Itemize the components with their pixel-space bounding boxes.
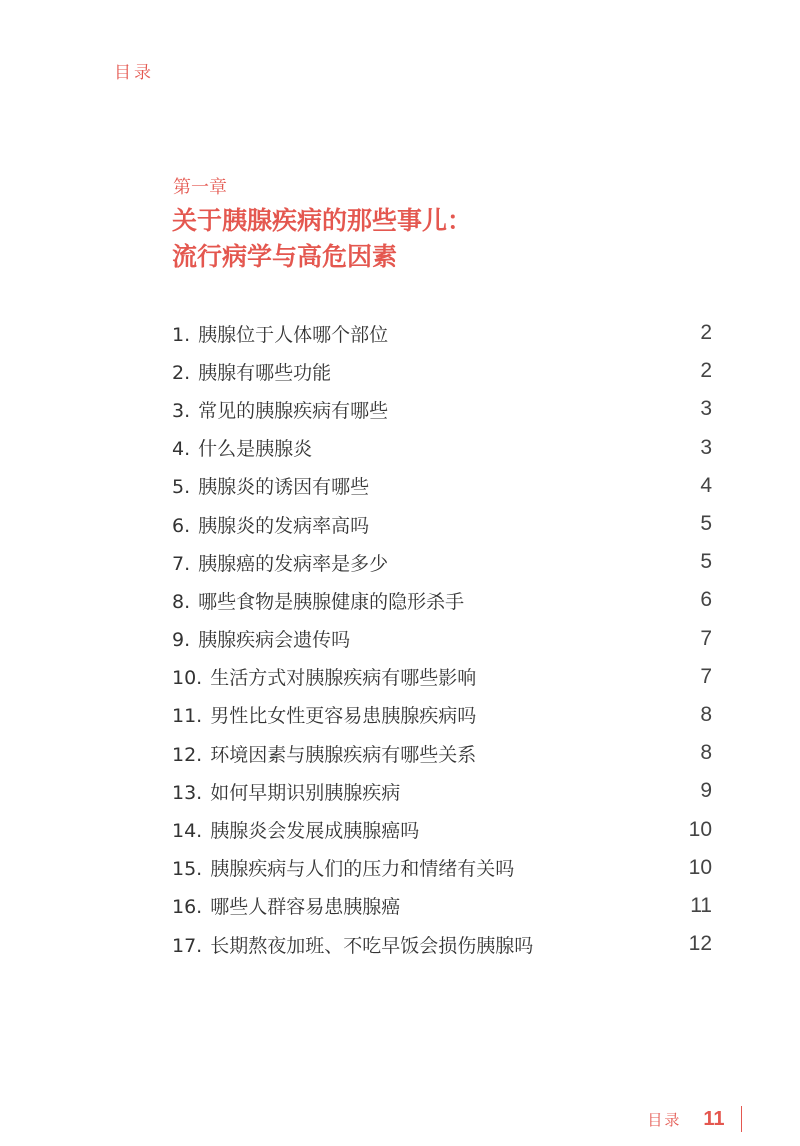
toc-entry-title: 胰腺疾病与人们的压力和情绪有关吗 xyxy=(210,858,515,881)
toc-entry-page: 8 xyxy=(700,741,712,765)
footer-label: 目录 xyxy=(647,1110,682,1129)
toc-entry-text xyxy=(172,740,476,767)
toc-entry-number: 13. xyxy=(172,781,203,804)
toc-entry[interactable] xyxy=(172,467,712,505)
toc-entry-text xyxy=(172,892,400,919)
toc-entry-title: 胰腺有哪些功能 xyxy=(198,361,332,384)
toc-entry-page: 6 xyxy=(700,588,712,612)
toc-entry-number: 3. xyxy=(172,399,191,422)
toc-entry[interactable] xyxy=(172,925,712,963)
toc-entry-text xyxy=(172,816,419,843)
toc-entry-title: 常见的胰腺疾病有哪些 xyxy=(198,399,389,422)
toc-entry-title: 胰腺炎的发病率高吗 xyxy=(198,514,370,537)
toc-entry-page: 3 xyxy=(700,435,712,459)
chapter-label: 第一章 xyxy=(173,177,227,198)
toc-entry-text xyxy=(172,663,476,690)
toc-entry-number: 14. xyxy=(172,820,203,843)
toc-entry-number: 6. xyxy=(172,514,191,537)
toc-entry-page: 2 xyxy=(700,359,712,383)
toc-entry-text xyxy=(172,434,312,461)
toc-entry-page: 3 xyxy=(700,397,712,421)
toc-list xyxy=(172,314,712,963)
toc-entry-title: 胰腺炎的诱因有哪些 xyxy=(198,476,370,499)
toc-entry[interactable] xyxy=(172,658,712,696)
toc-entry-title: 哪些食物是胰腺健康的隐形杀手 xyxy=(198,590,465,613)
toc-entry-number: 7. xyxy=(172,552,191,575)
toc-entry-text xyxy=(172,358,331,385)
toc-entry[interactable] xyxy=(172,887,712,925)
toc-entry[interactable] xyxy=(172,810,712,848)
toc-entry[interactable] xyxy=(172,772,712,810)
chapter-title-line-2: 流行病学与高危因素 xyxy=(172,242,398,271)
toc-entry-title: 胰腺炎会发展成胰腺癌吗 xyxy=(210,820,420,843)
toc-entry-title: 长期熬夜加班、不吃早饭会损伤胰腺吗 xyxy=(210,934,534,957)
toc-entry-page: 10 xyxy=(688,855,712,879)
toc-entry-page: 2 xyxy=(700,321,712,345)
toc-entry[interactable] xyxy=(172,620,712,658)
toc-entry-text xyxy=(172,625,350,652)
toc-entry-title: 生活方式对胰腺疾病有哪些影响 xyxy=(210,667,477,690)
running-header: 目录 xyxy=(114,63,154,83)
toc-entry[interactable] xyxy=(172,352,712,390)
toc-entry-title: 男性比女性更容易患胰腺疾病吗 xyxy=(210,705,477,728)
toc-entry-page: 8 xyxy=(700,702,712,726)
toc-entry-text xyxy=(172,854,514,881)
toc-entry-number: 1. xyxy=(172,323,191,346)
toc-entry-title: 如何早期识别胰腺疾病 xyxy=(210,781,401,804)
toc-entry-page: 5 xyxy=(700,550,712,574)
toc-entry-number: 2. xyxy=(172,361,191,384)
chapter-title-line-1: 关于胰腺疾病的那些事儿： xyxy=(172,206,473,235)
toc-entry-page: 11 xyxy=(690,893,712,917)
toc-entry-text xyxy=(172,587,464,614)
toc-entry-page: 9 xyxy=(700,779,712,803)
page-footer xyxy=(647,1104,742,1134)
toc-entry-number: 4. xyxy=(172,438,191,461)
toc-entry-number: 17. xyxy=(172,934,203,957)
footer-divider xyxy=(741,1106,743,1132)
toc-entry[interactable] xyxy=(172,390,712,428)
toc-entry-page: 10 xyxy=(688,817,712,841)
toc-entry[interactable] xyxy=(172,429,712,467)
toc-entry-page: 7 xyxy=(700,626,712,650)
toc-entry-page: 5 xyxy=(700,512,712,536)
toc-entry-text xyxy=(172,472,369,499)
toc-entry-number: 16. xyxy=(172,896,203,919)
toc-entry-page: 12 xyxy=(688,932,712,956)
toc-entry[interactable] xyxy=(172,581,712,619)
toc-entry-title: 胰腺疾病会遗传吗 xyxy=(198,629,351,652)
toc-entry-number: 15. xyxy=(172,858,203,881)
toc-entry-number: 11. xyxy=(172,705,203,728)
page-number: 11 xyxy=(703,1107,725,1130)
toc-entry-title: 胰腺位于人体哪个部位 xyxy=(198,323,389,346)
toc-entry[interactable] xyxy=(172,505,712,543)
toc-entry-title: 胰腺癌的发病率是多少 xyxy=(198,552,389,575)
chapter-title xyxy=(172,203,472,275)
toc-entry-text xyxy=(172,931,533,958)
toc-entry[interactable] xyxy=(172,734,712,772)
toc-entry-title: 什么是胰腺炎 xyxy=(198,438,313,461)
toc-entry-page: 7 xyxy=(700,664,712,688)
toc-entry-text xyxy=(172,511,369,538)
toc-entry-title: 环境因素与胰腺疾病有哪些关系 xyxy=(210,743,477,766)
toc-entry-text xyxy=(172,549,388,576)
toc-entry-text xyxy=(172,701,476,728)
toc-entry-number: 8. xyxy=(172,590,191,613)
toc-entry-page: 4 xyxy=(700,473,712,497)
toc-entry-title: 哪些人群容易患胰腺癌 xyxy=(210,896,401,919)
toc-entry-text xyxy=(172,396,388,423)
toc-entry-number: 5. xyxy=(172,476,191,499)
toc-entry-number: 10. xyxy=(172,667,203,690)
toc-entry-number: 12. xyxy=(172,743,203,766)
toc-entry[interactable] xyxy=(172,314,712,352)
toc-entry-text xyxy=(172,778,400,805)
toc-entry[interactable] xyxy=(172,543,712,581)
toc-entry[interactable] xyxy=(172,696,712,734)
toc-entry[interactable] xyxy=(172,849,712,887)
toc-entry-number: 9. xyxy=(172,629,191,652)
toc-entry-text xyxy=(172,320,388,347)
